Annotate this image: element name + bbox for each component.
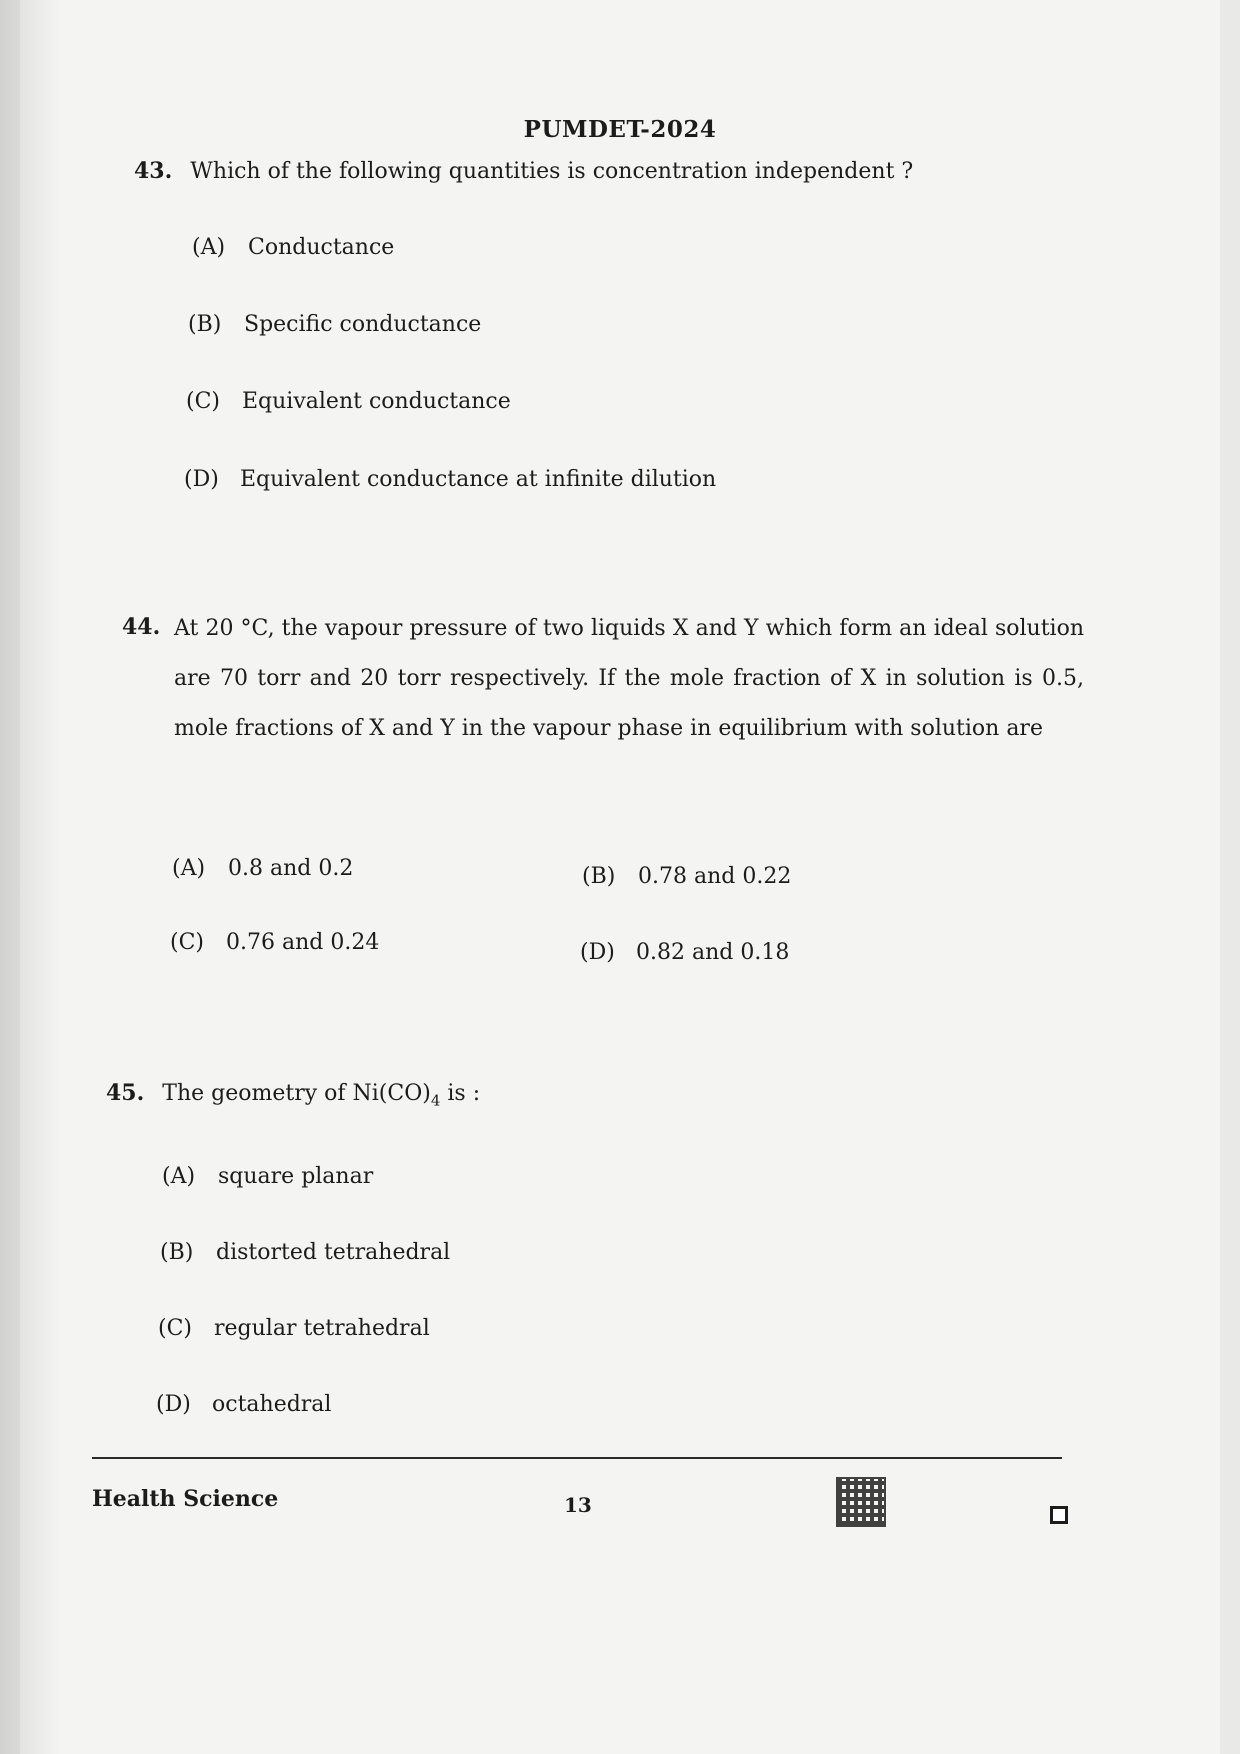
qr-code-icon: [836, 1477, 886, 1527]
question-text-end: is :: [440, 1081, 481, 1106]
option-label: (B): [582, 864, 616, 889]
option-label: (C): [186, 389, 220, 414]
question-44-text: At 20 °C, the vapour pressure of two liquids X and Y which form an ideal solution are 70 torr and 20 torr respectively. If the mole fraction of X in solution is 0.5, mole fractions of X and Y in the vapour phase in equilibrium with solution are: [174, 616, 1084, 741]
formula-subscript: 4: [430, 1091, 441, 1110]
question-number: 45.: [106, 1080, 145, 1106]
question-text: Which of the following quantities is concentration independent ?: [190, 159, 914, 184]
option-text: 0.8 and 0.2: [228, 856, 354, 881]
option-label: (D): [580, 940, 615, 965]
option-text: Specific conductance: [244, 312, 482, 337]
option-text: 0.82 and 0.18: [636, 940, 790, 965]
q44-option-a: [172, 856, 353, 881]
option-text: 0.76 and 0.24: [226, 930, 380, 955]
option-text: regular tetrahedral: [214, 1316, 430, 1341]
question-43: [134, 158, 913, 185]
q44-option-c: [170, 930, 379, 955]
square-marker-icon: [1050, 1506, 1068, 1524]
option-label: (D): [156, 1392, 191, 1417]
option-label: (C): [158, 1316, 192, 1341]
page-edge-shadow: [0, 0, 60, 1754]
q45-option-a: [162, 1164, 373, 1189]
question-number: 44.: [122, 614, 161, 640]
question-44-number: [122, 614, 178, 641]
q43-option-a: [192, 235, 394, 260]
option-text: square planar: [218, 1164, 374, 1189]
q43-option-b: [188, 312, 481, 337]
page-number: 13: [564, 1493, 592, 1517]
footer-subject: Health Science: [92, 1486, 279, 1512]
option-text: Conductance: [248, 235, 395, 260]
option-label: (B): [160, 1240, 194, 1265]
option-text: Equivalent conductance at infinite dilution: [240, 467, 717, 492]
option-text: 0.78 and 0.22: [638, 864, 792, 889]
option-text: Equivalent conductance: [242, 389, 511, 414]
q43-option-c: [186, 389, 511, 414]
question-number: 43.: [134, 158, 173, 184]
question-text: The geometry of Ni(CO): [162, 1081, 431, 1106]
option-label: (D): [184, 467, 219, 492]
q44-option-d: [580, 940, 789, 965]
footer-divider: [92, 1457, 1062, 1459]
option-label: (B): [188, 312, 222, 337]
question-45: [106, 1080, 480, 1109]
page-header-title: PUMDET-2024: [523, 116, 717, 143]
q43-option-d: [184, 467, 716, 492]
option-label: (A): [172, 856, 206, 881]
q45-option-d: [156, 1392, 331, 1417]
option-label: (C): [170, 930, 204, 955]
option-text: distorted tetrahedral: [216, 1240, 451, 1265]
q45-option-c: [158, 1316, 430, 1341]
option-label: (A): [162, 1164, 196, 1189]
q45-option-b: [160, 1240, 450, 1265]
q44-option-b: [582, 864, 791, 889]
option-text: octahedral: [212, 1392, 332, 1417]
option-label: (A): [192, 235, 226, 260]
